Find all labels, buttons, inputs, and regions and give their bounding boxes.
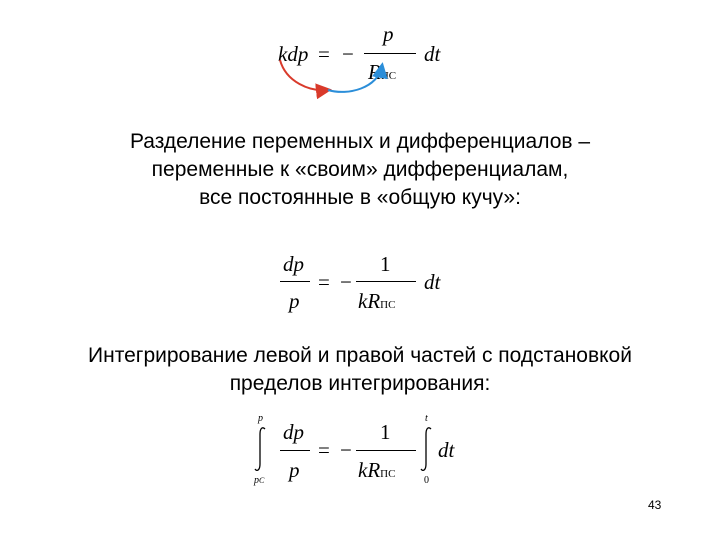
eq1-rhs: dt (424, 42, 441, 66)
eq2-numerator: dp (283, 252, 304, 276)
paragraph1-line-1: Разделение переменных и дифференциалов – (129, 130, 591, 153)
eq3-fraction-bar-right (356, 450, 416, 451)
eq3-denominator: p (289, 458, 300, 482)
eq1-den-sub: ПС (380, 70, 397, 82)
eq3-denominator-right (358, 460, 395, 481)
eq2-den-main: kR (358, 289, 381, 313)
integral-sign-icon-right (420, 426, 434, 472)
eq3-int1-lower (254, 476, 264, 486)
swap-arrows-icon (270, 56, 390, 100)
eq3-numerator: dp (283, 420, 304, 444)
paragraph2-line-1: Интегрирование левой и правой частей с подстановкой (88, 344, 632, 367)
eq2-numerator-right: 1 (380, 252, 391, 276)
eq1-fraction-bar (364, 53, 416, 54)
eq2-denominator-right (358, 291, 395, 312)
eq3-int2-upper: t (425, 413, 428, 424)
paragraph1-line-3: все постоянные в «общую кучу»: (199, 186, 521, 209)
red-arrow-icon (280, 60, 328, 90)
eq1-den-main: R (368, 60, 381, 84)
page-number: 43 (648, 498, 662, 512)
paragraph-separation (0, 128, 720, 212)
eq2-fraction-bar-left (280, 281, 310, 282)
eq2-denominator: p (289, 289, 300, 313)
eq2-rhs: dt (424, 270, 441, 294)
eq2-fraction-bar-right (356, 281, 416, 282)
eq3-int1-lower-sub: C (259, 476, 265, 485)
eq3-fraction-bar-left (280, 450, 310, 451)
paragraph2-line-2: пределов интегрирования: (229, 372, 491, 395)
blue-arrow-icon (328, 66, 382, 92)
eq1-minus: − (342, 42, 354, 66)
eq1-equals: = (318, 42, 330, 66)
eq3-int1-upper: p (258, 413, 263, 424)
eq1-numerator: p (383, 22, 394, 46)
eq3-int2-lower: 0 (424, 475, 429, 486)
paragraph-integration (0, 342, 720, 398)
eq3-rhs: dt (438, 438, 455, 462)
eq3-equals: = (318, 438, 330, 462)
eq3-den-main: kR (358, 458, 381, 482)
eq3-int1-lower-main: p (254, 475, 259, 486)
eq2-equals: = (318, 270, 330, 294)
eq1-lhs: kdp (278, 42, 309, 66)
eq2-den-sub: ПС (380, 299, 396, 311)
eq3-numerator-right: 1 (380, 420, 391, 444)
paragraph1-line-2: переменные к «своим» дифференциалам, (151, 158, 569, 181)
eq2-minus: − (340, 270, 352, 294)
eq3-den-sub: ПС (380, 468, 396, 480)
integral-sign-icon (254, 426, 268, 472)
eq3-minus: − (340, 438, 352, 462)
